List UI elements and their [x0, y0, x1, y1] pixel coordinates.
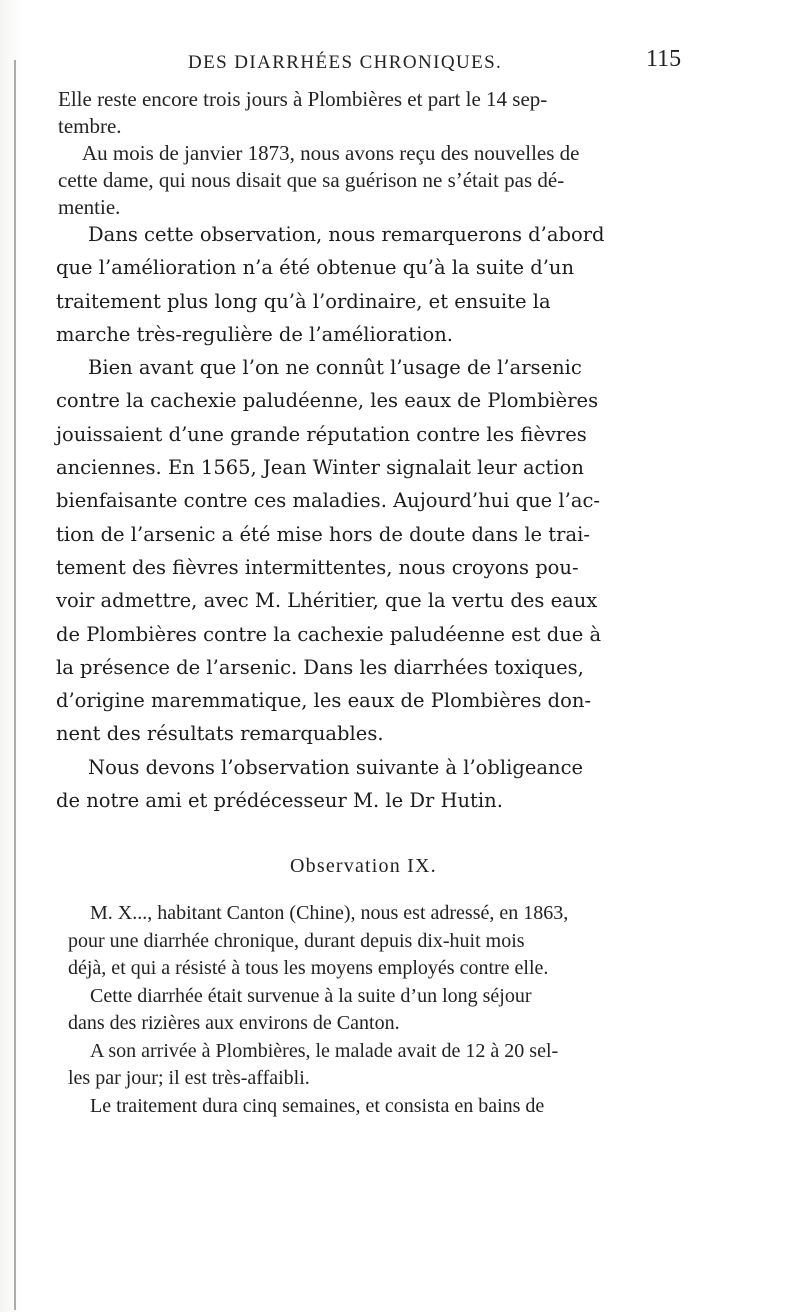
- text-line: contre la cachexie paludéenne, les eaux de Plombières: [56, 389, 599, 413]
- text-line: marche très-regulière de l’amélioration.: [56, 322, 453, 346]
- intro-paragraph: [58, 86, 547, 140]
- text-line: mentie.: [58, 195, 121, 219]
- text-line: tembre.: [58, 114, 122, 138]
- text-line: Le traitement dura cinq semaines, et consista en bains de: [90, 1094, 545, 1117]
- text-line: jouissaient d’une grande réputation contre les fièvres: [56, 422, 587, 446]
- binding-gutter: [0, 0, 22, 1312]
- text-line: anciennes. En 1565, Jean Winter signalait leur action: [56, 456, 584, 480]
- text-line: la présence de l’arsenic. Dans les diarrhées toxiques,: [56, 655, 584, 679]
- section-heading: Observation IX.: [290, 855, 437, 877]
- text-line: que l’amélioration n’a été obtenue qu’à la suite d’un: [56, 256, 575, 280]
- page-number: 115: [646, 46, 682, 72]
- text-line: d’origine maremmatique, les eaux de Plombières don-: [56, 689, 592, 713]
- text-line: Bien avant que l’on ne connût l’usage de l’arsenic: [88, 356, 582, 380]
- text-line: déjà, et qui a résisté à tous les moyens employés contre elle.: [68, 957, 549, 979]
- text-line: Dans cette observation, nous remarquerons d’abord: [88, 223, 605, 246]
- text-line: Nous devons l’observation suivante à l’obligeance: [88, 755, 584, 779]
- text-line: tion de l’arsenic a été mise hors de doute dans le trai-: [56, 522, 590, 546]
- text-line: Elle reste encore trois jours à Plombières et part le 14 sep-: [58, 87, 548, 111]
- running-head: DES DIARRHÉES CHRONIQUES.: [188, 52, 503, 73]
- text-line: A son arrivée à Plombières, le malade avait de 12 à 20 sel-: [90, 1039, 559, 1062]
- observation-text: [68, 900, 568, 1120]
- text-line: dans des rizières aux environs de Canton.: [68, 1012, 400, 1034]
- text-line: voir admettre, avec M. Lhéritier, que la vertu des eaux: [56, 589, 598, 613]
- text-line: de Plombières contre la cachexie paludéenne est due à: [56, 622, 602, 646]
- text-line: pour une diarrhée chronique, durant depuis dix-huit mois: [68, 929, 525, 952]
- text-line: Au mois de janvier 1873, nous avons reçu des nouvelles de: [82, 141, 580, 165]
- text-line: bienfaisante contre ces maladies. Aujourd’hui que l’ac-: [56, 489, 600, 513]
- text-line: nent des résultats remarquables.: [56, 722, 384, 746]
- text-line: traitement plus long qu’à l’ordinaire, et ensuite la: [56, 289, 551, 313]
- text-line: Cette diarrhée était survenue à la suite d’un long séjour: [90, 984, 532, 1007]
- text-line: de notre ami et prédécesseur M. le Dr Hutin.: [56, 789, 503, 813]
- text-line: tement des fièvres intermittentes, nous croyons pou-: [56, 555, 579, 579]
- text-line: les par jour; il est très-affaibli.: [68, 1067, 310, 1089]
- binding-edge-line: [14, 60, 16, 1310]
- body-text: [56, 218, 605, 817]
- text-line: cette dame, qui nous disait que sa guérison ne s’était pas dé-: [58, 168, 565, 192]
- text-line: M. X..., habitant Canton (Chine), nous est adressé, en 1863,: [90, 902, 569, 924]
- intro-paragraph-2: [58, 140, 579, 221]
